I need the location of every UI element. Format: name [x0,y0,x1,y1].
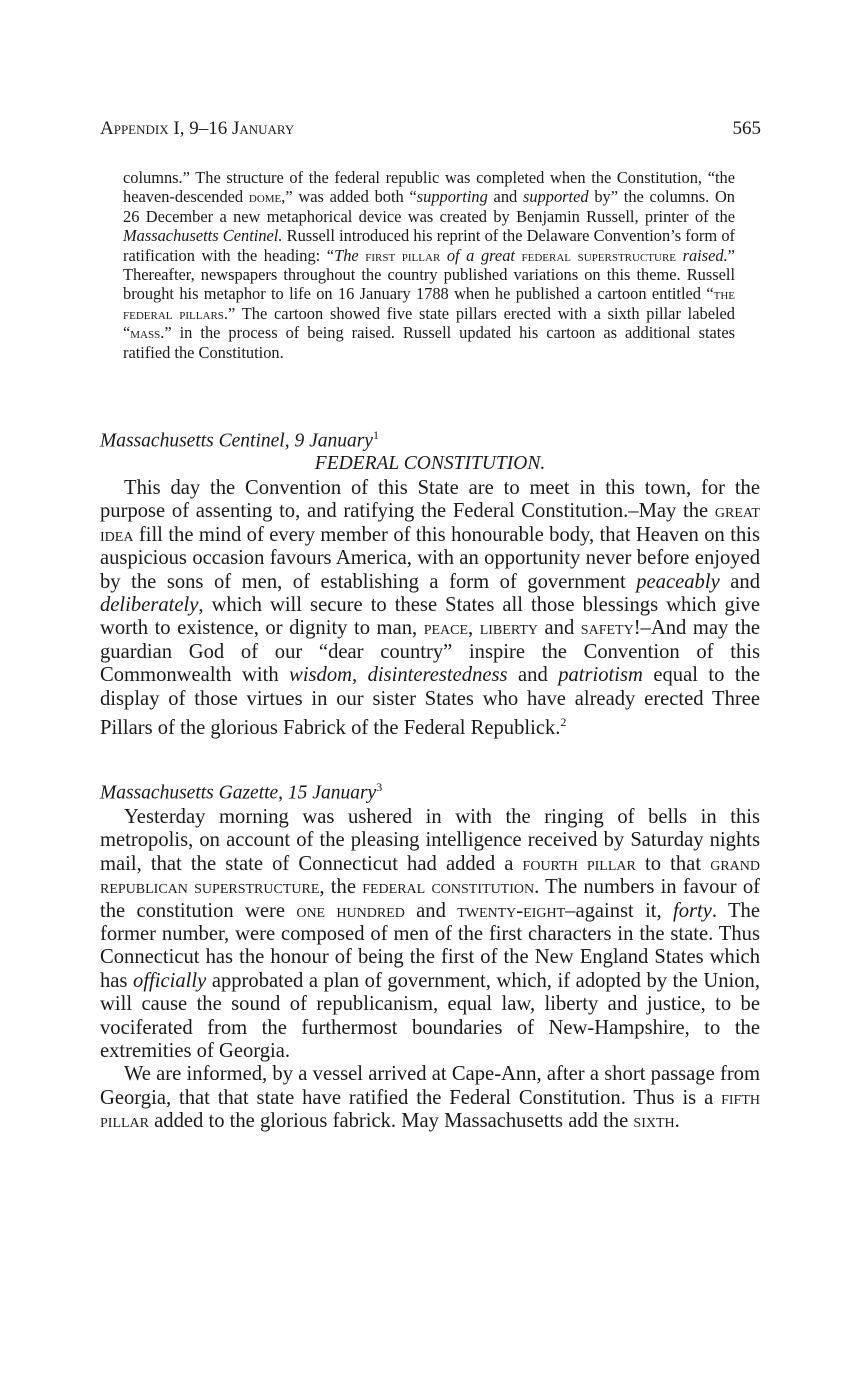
text-run: –against it, [565,899,673,922]
footnote-marker: 2 [560,715,567,730]
italic-run: supporting [416,187,488,207]
text-run: and [487,187,523,207]
gazette-article [100,806,760,1134]
small-caps-run: the federal pillars [123,284,735,323]
text-run: We are informed, by a vessel arrived at Cape-Ann, after a short passage from Georgia, that that state have ratified the Federal Constitution. Thus is a [100,1063,760,1109]
text-run: . The numbers in favour of the constitution were [100,876,760,922]
small-caps-run: first pillar [365,245,441,265]
source-title: Massachusetts Gazette, 15 January [100,782,377,804]
italic-run: officially [133,969,207,992]
text-run: .” in the process of being raised. Russell updated his cartoon as additional states ratified the Constitution. [123,323,735,362]
text-run: columns.” The structure of the federal republic was completed when the Constitution, “the heaven-descended [123,168,735,207]
small-caps-run: safety [580,617,634,640]
text-run: approbated a plan of government, which, if adopted by the Union, will cause the sound of republicanism, equal law, liberty and justice, to be vociferated from the furthermost boundaries of New-Hampshire, to the extremities of Georgia. [100,969,760,1063]
text-run: to that [635,852,711,875]
footnote-marker: 1 [372,428,379,442]
article-title: FEDERAL CONSTITUTION. [314,453,546,474]
source-heading-centinel [100,428,379,453]
page-header [100,118,761,144]
italic-run: patriotism [558,664,643,687]
text-run: and [719,570,760,593]
article-paragraph [100,1063,760,1133]
text-run [440,246,447,265]
text-run: by” the columns. On 26 December a new metaphorical device was created by Benjamin Russell, printer of the [123,187,735,226]
italic-run: supported [523,187,589,207]
italic-run: peaceably [636,570,720,593]
footnote-marker: 3 [376,780,383,794]
italic-run: wisdom, disinterestedness [289,664,508,687]
text-run: , which will secure to these States all those blessings which give worth to existence, or dignity to man, [100,594,760,640]
article-paragraph [100,477,760,740]
text-run: added to the glorious fabrick. May Massachusetts add the [149,1110,634,1133]
small-caps-run: twenty-eight [457,899,566,922]
text-run: ” Thereafter, newspapers throughout the country published variations on this theme. Russell brought his metaphor to life on 16 January 1788 when he published a cartoon entitled “ [123,245,735,304]
running-head: Appendix I, 9–16 January [100,118,295,139]
italic-run: of a great [446,245,515,265]
italic-run: forty [672,899,712,922]
small-caps-run: fourth pillar [522,852,636,875]
small-caps-run: great idea [100,500,760,546]
article-paragraph [100,806,760,1063]
small-caps-run: peace [423,617,469,640]
small-caps-run: sixth [633,1110,675,1133]
text-run: !–And may the guardian God of our “dear country” inspire the Convention of this Commonwealth with [100,617,761,687]
text-run: . The former number, were composed of men of the first characters in the state. Thus Connecticut has the honour of being the first of the New England States which has [100,899,760,992]
italic-run: The [334,245,359,265]
text-run [676,246,683,265]
small-caps-run: mass [130,323,161,343]
text-run: .” The cartoon showed five state pillars erected with a sixth pillar labeled “ [123,303,735,343]
text-run: and [404,899,458,922]
small-caps-run: fifth pillar [100,1086,760,1133]
text-run: Yesterday morning was ushered in with the ringing of bells in this metropolis, on account of the pleasing intelligence received by Saturday nights mail, that the state of Connecticut had added a [100,806,760,875]
editorial-note [123,168,735,362]
text-run: and [537,617,581,640]
italic-run: Massachusetts Centinel. [123,226,283,246]
small-caps-run: federal constitution [362,876,535,899]
source-heading-gazette [100,780,382,805]
text-run: , [468,617,480,640]
centinel-article [100,477,760,740]
small-caps-run: federal superstructure [521,245,677,265]
text-run: . [674,1110,680,1133]
page-number: 565 [732,118,761,139]
text-run: and [507,664,559,687]
small-caps-run: dome [248,187,282,207]
text-run: fill the mind of every member of this honourable body, that Heaven on this auspicious occasion favours America, with an opportunity never before enjoyed by the sons of men, of establishing a form of government [100,523,760,593]
italic-run: deliberately [100,594,199,617]
text-run: ,” was added both “ [281,187,417,207]
text-run [515,246,522,265]
small-caps-run: grand republican superstructure [100,852,760,899]
small-caps-run: one hundred [296,899,405,922]
small-caps-run: liberty [479,617,538,640]
text-run: Russell introduced his reprint of the Delaware Convention’s form of ratification with the heading: “ [123,226,735,265]
italic-run: raised. [682,245,728,265]
text-run: , the [319,876,363,899]
text-run: equal to the display of those virtues in our sister States who have already erected Three Pillars of the glorious Fabrick of the Federal Republick. [100,664,761,739]
text-run: This day the Convention of this State are to meet in this town, for the purpose of assenting to, and ratifying the Federal Constitution.–May the [100,477,760,523]
editorial-note-paragraph [123,168,735,362]
source-title: Massachusetts Centinel, 9 January [100,430,373,452]
